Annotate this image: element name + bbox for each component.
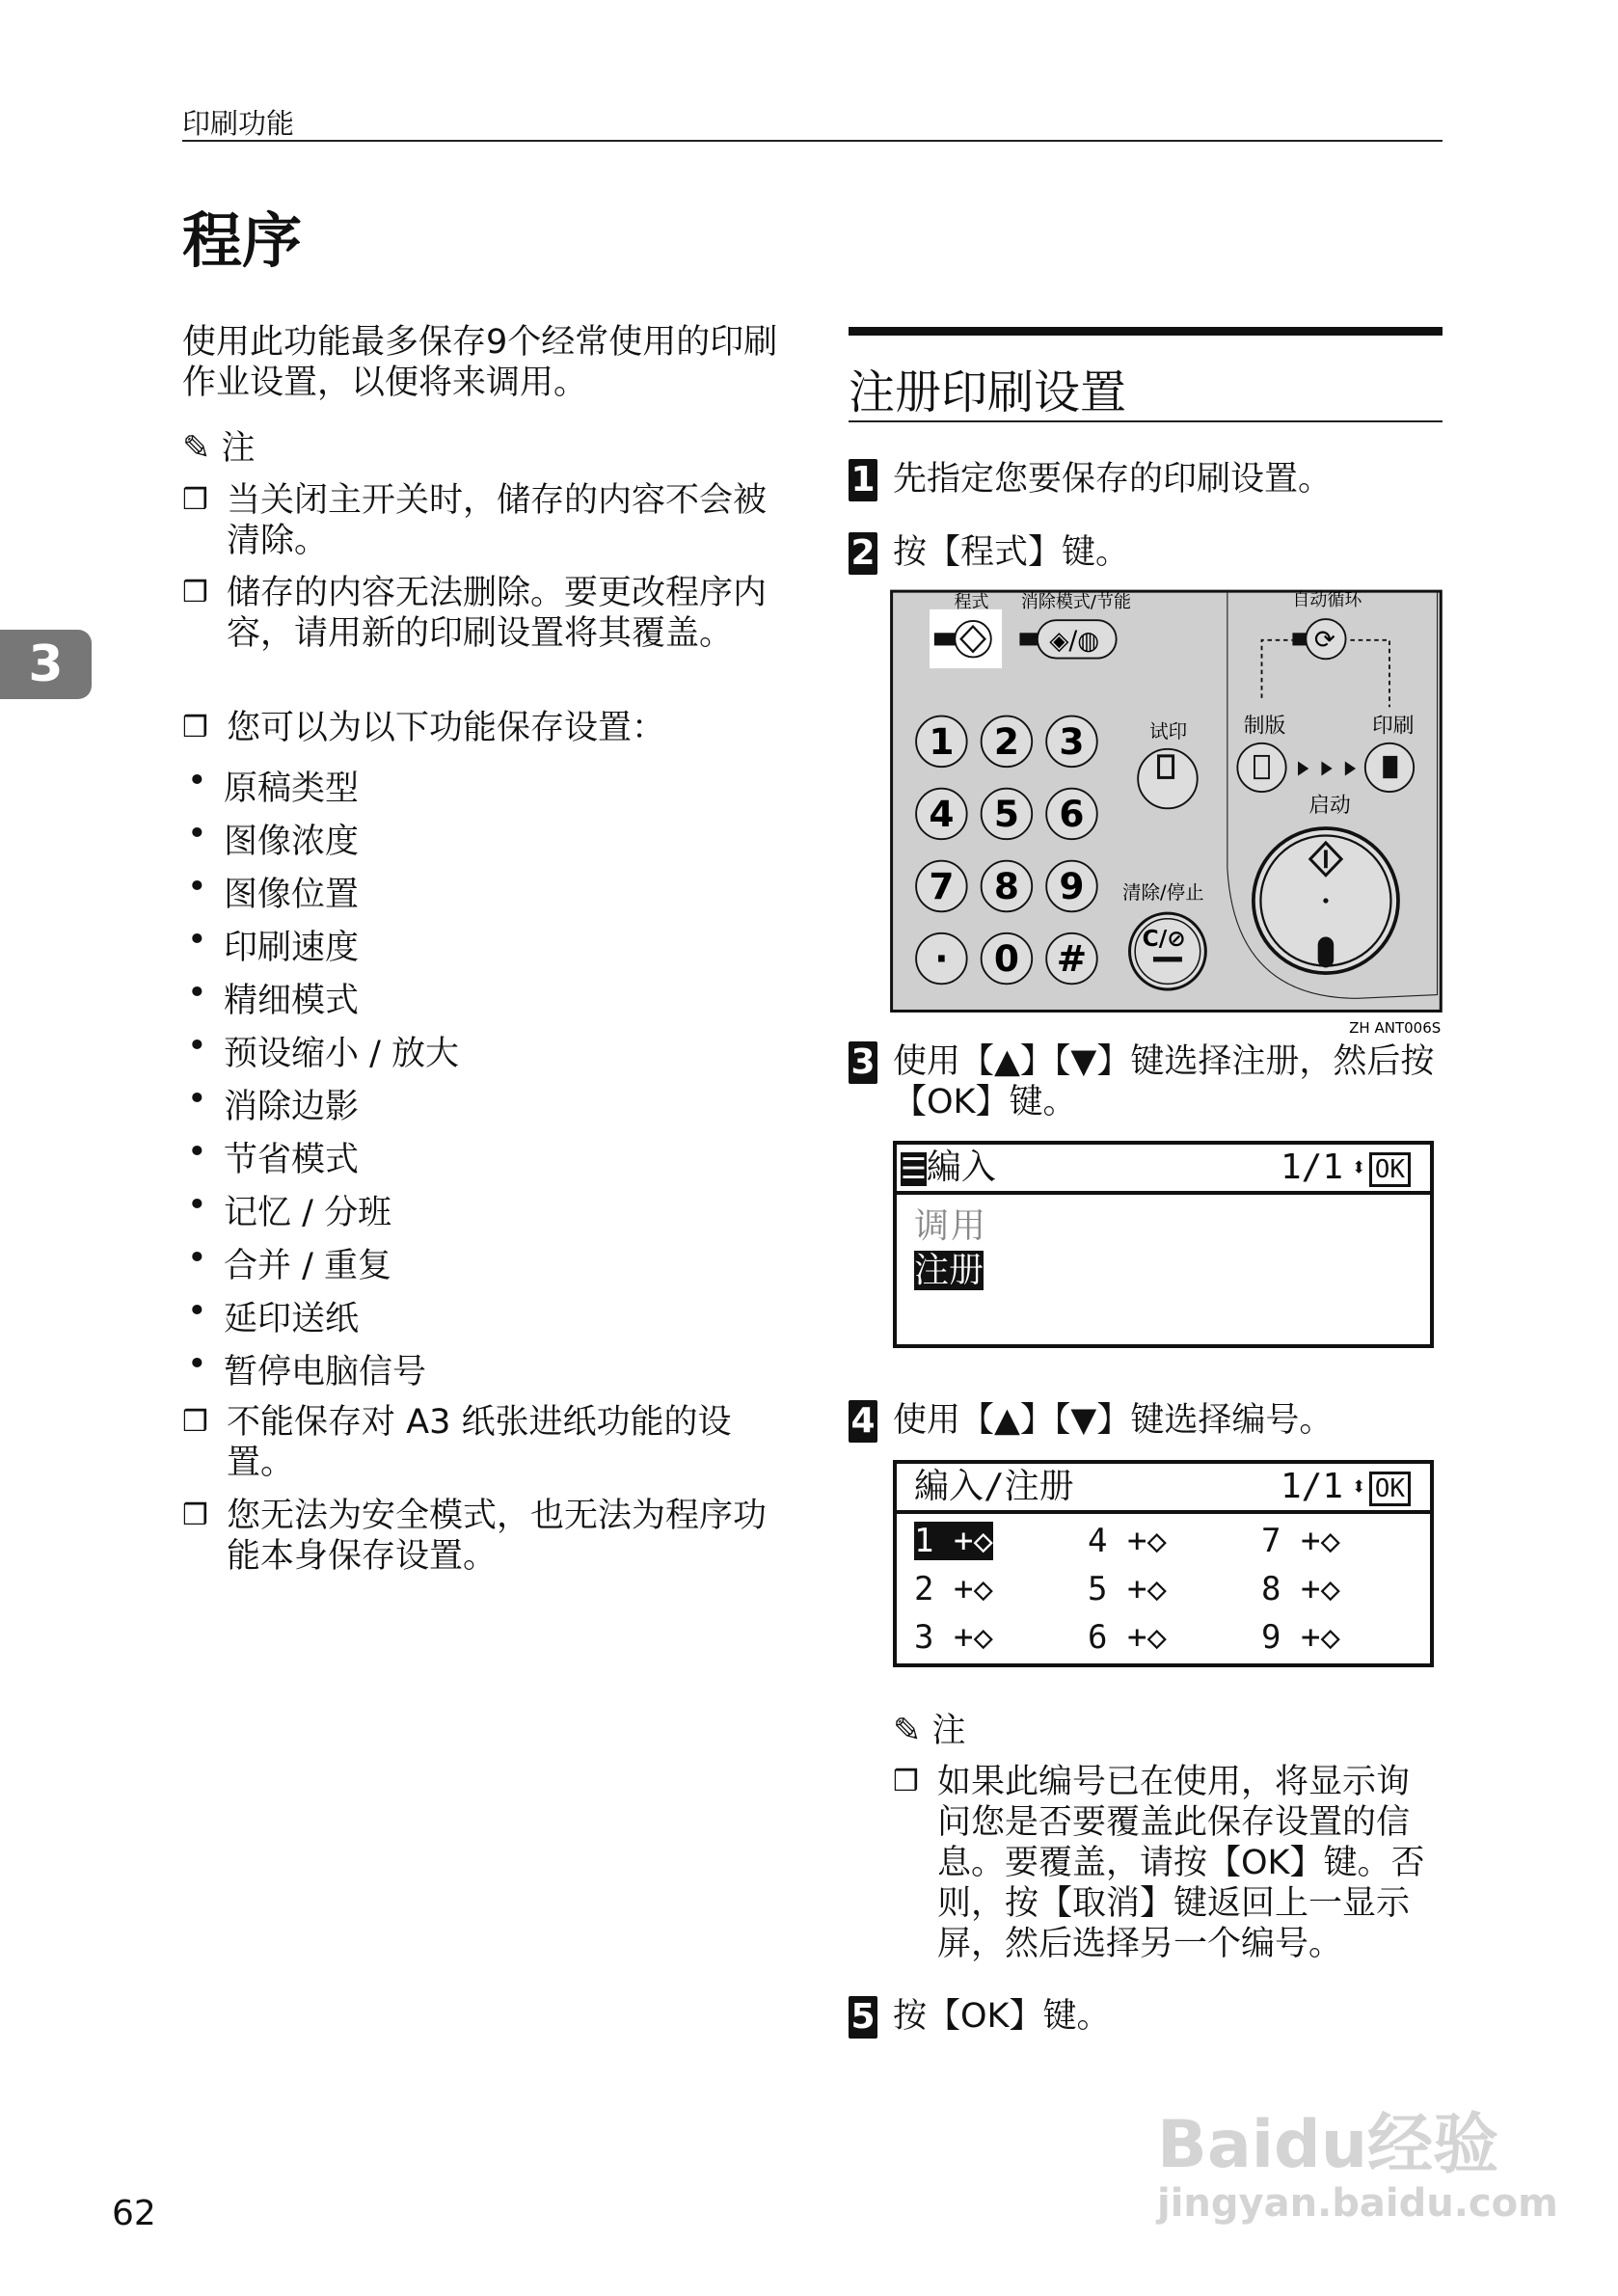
keypad-key-label: · <box>934 937 949 981</box>
program-slot[interactable]: 6 +◇ <box>1088 1618 1167 1657</box>
program-slot[interactable]: 2 +◇ <box>914 1570 993 1608</box>
keypad-key-label: 1 <box>929 720 955 764</box>
keypad-key-label: 7 <box>929 865 955 908</box>
bullet-icon: • <box>187 1186 207 1225</box>
program-slot-icon: +◇ <box>953 1570 993 1608</box>
lcd-menu-list <box>914 1204 1430 1293</box>
function-list-item: • 消除边影 <box>187 1080 360 1126</box>
note-label: 注 <box>221 429 256 468</box>
program-slot-icon: +◇ <box>1126 1570 1167 1608</box>
program-slot-icon: +◇ <box>1126 1618 1167 1657</box>
lcd-title: 編入 <box>926 1148 996 1187</box>
ok-indicator: OK <box>1369 1472 1411 1506</box>
figure-caption: ZH ANT006S <box>1349 1018 1442 1037</box>
lcd-header <box>897 1145 1430 1195</box>
checkbox-icon: ❒ <box>182 1405 208 1439</box>
lcd-page: 1/1 <box>1280 1148 1343 1187</box>
section-bar <box>849 327 1443 336</box>
program-slot[interactable]: 8 +◇ <box>1261 1570 1340 1608</box>
function-list-item: • 预设缩小 / 放大 <box>187 1027 460 1073</box>
pencil-icon: ✎ <box>893 1712 922 1750</box>
note-item: ❒ 您无法为安全模式，也无法为程序功能本身保存设置。 <box>182 1497 768 1576</box>
menu-icon: ☰ <box>901 1152 927 1186</box>
function-list-item: • 合并 / 重复 <box>187 1239 392 1285</box>
bullet-icon: • <box>187 1080 207 1119</box>
keypad-key-label: 0 <box>993 937 1019 981</box>
bullet-icon: • <box>187 1133 207 1172</box>
step-5: 5 按【OK】键。 <box>849 1996 1446 2039</box>
control-panel-illustration <box>887 579 1446 1041</box>
function-list-item: • 图像浓度 <box>187 815 360 861</box>
note-item: ❒ 储存的内容无法删除。要更改程序内容，请用新的印刷设置将其覆盖。 <box>182 574 768 653</box>
running-header: 印刷功能 <box>182 107 295 140</box>
program-slot-icon: +◇ <box>1300 1522 1340 1560</box>
up-down-arrow-icon: ⬍ <box>1351 1153 1366 1182</box>
page-number: 62 <box>112 2194 156 2233</box>
keypad-key-label: 9 <box>1059 865 1085 908</box>
note-item: ❒ 当关闭主开关时，储存的内容不会被清除。 <box>182 481 768 560</box>
master-label: 制版 <box>1243 714 1286 739</box>
bullet-icon: • <box>187 1239 207 1278</box>
note-item: ❒ 您可以为以下功能保存设置： <box>182 709 666 747</box>
clear-modes-key-label: 消除模式/节能 <box>1020 592 1132 613</box>
lcd-screen-menu <box>893 1141 1434 1348</box>
clear-stop-label: 清除/停止 <box>1122 881 1204 905</box>
program-key-label: 程式 <box>954 592 989 613</box>
keypad-key-label: 5 <box>993 793 1019 836</box>
function-list-item: • 精细模式 <box>187 974 360 1020</box>
function-list-item: • 节省模式 <box>187 1133 360 1179</box>
program-slot-icon: +◇ <box>1300 1618 1340 1657</box>
up-down-arrow-icon: ⬍ <box>1351 1472 1366 1501</box>
step-3: 3 使用【▲】【▼】键选择注册，然后按【OK】键。 <box>849 1041 1446 1084</box>
section-title: 注册印刷设置 <box>849 365 1127 419</box>
function-list-item: • 原稿类型 <box>187 762 360 808</box>
clear-stop-icon: C/⊘ <box>1142 925 1186 952</box>
cycle-icon: ⟳ <box>1313 626 1335 656</box>
function-list-item: • 图像位置 <box>187 868 360 914</box>
program-slot[interactable]: 5 +◇ <box>1088 1570 1167 1608</box>
bullet-icon: • <box>187 1027 207 1066</box>
watermark-logo: Baidu经验 <box>1157 2107 1499 2183</box>
program-slot[interactable]: 3 +◇ <box>914 1618 993 1657</box>
keypad-key-label: 3 <box>1059 720 1085 764</box>
keypad-key-label: 4 <box>929 793 955 836</box>
function-list-item: • 暂停电脑信号 <box>187 1345 427 1391</box>
program-slot-icon: +◇ <box>1300 1570 1340 1608</box>
checkbox-icon: ❒ <box>182 576 208 609</box>
bullet-icon: • <box>187 921 207 959</box>
ok-indicator: OK <box>1369 1152 1411 1187</box>
step-1: 1 先指定您要保存的印刷设置。 <box>849 459 1446 501</box>
checkbox-icon: ❒ <box>182 483 208 517</box>
bullet-icon: • <box>187 1292 207 1331</box>
keypad-key-label: 2 <box>993 720 1019 764</box>
step-2: 2 按【程式】键。 <box>849 532 1446 575</box>
print-icon <box>1383 756 1397 778</box>
bullet-icon: • <box>187 868 207 906</box>
keypad-key-label: 8 <box>993 865 1019 908</box>
lcd-item-register[interactable]: 注册 <box>914 1251 984 1290</box>
proof-label: 试印 <box>1149 720 1188 743</box>
start-label: 启动 <box>1308 794 1351 819</box>
note-heading-right: ✎ 注 <box>893 1712 966 1750</box>
note-item: ❒ 不能保存对 A3 纸张进纸功能的设置。 <box>182 1403 732 1482</box>
bullet-icon: • <box>187 1345 207 1384</box>
checkbox-icon: ❒ <box>182 711 208 744</box>
checkbox-icon: ❒ <box>893 1765 919 1798</box>
checkbox-icon: ❒ <box>182 1499 208 1532</box>
program-slot[interactable]: 7 +◇ <box>1261 1522 1340 1560</box>
header-rule <box>182 140 1443 142</box>
function-list-item: • 延印送纸 <box>187 1292 360 1338</box>
watermark-url: jingyan.baidu.com <box>1157 2181 1558 2226</box>
master-key[interactable] <box>1237 743 1285 792</box>
intro-text: 使用此功能最多保存9个经常使用的印刷作业设置，以便将来调用。 <box>182 323 778 402</box>
bullet-icon: • <box>187 974 207 1013</box>
auto-cycle-label: 自动循环 <box>1292 590 1362 611</box>
bullet-icon: • <box>187 815 207 853</box>
step-4: 4 使用【▲】【▼】键选择编号。 <box>849 1400 1446 1443</box>
function-list-item: • 记忆 / 分班 <box>187 1186 392 1232</box>
function-list-item: • 印刷速度 <box>187 921 360 967</box>
keypad-key-label: 6 <box>1059 793 1085 836</box>
bullet-icon: • <box>187 762 207 800</box>
note-item: ❒ 如果此编号已在使用，将显示询问您是否要覆盖此保存设置的信息。要覆盖，请按【OK】键。否则，按【取消】键返回上一显示屏，然后选择另一个编号。 <box>893 1763 1425 1963</box>
lcd-title: 編入/注册 <box>914 1467 1074 1506</box>
program-slot-icon: +◇ <box>953 1522 993 1560</box>
clear-modes-icon: ◈/◍ <box>1049 627 1100 657</box>
print-label: 印刷 <box>1371 714 1415 739</box>
page-title: 程序 <box>182 205 303 276</box>
section-rule <box>849 420 1443 422</box>
lcd-screen-slots <box>893 1460 1434 1667</box>
keypad-key-label: # <box>1056 937 1088 981</box>
program-slot[interactable]: 1 +◇ <box>914 1522 993 1560</box>
pencil-icon: ✎ <box>182 429 211 468</box>
program-slot[interactable]: 4 +◇ <box>1088 1522 1167 1560</box>
lcd-page: 1/1 <box>1280 1467 1343 1506</box>
note-heading <box>182 428 780 469</box>
program-slot[interactable]: 9 +◇ <box>1261 1618 1340 1657</box>
lcd-item-recall[interactable]: 调用 <box>914 1206 988 1246</box>
lcd-header <box>897 1464 1430 1514</box>
program-slot-icon: +◇ <box>1126 1522 1167 1560</box>
chapter-tab: 3 <box>0 630 92 699</box>
program-slot-icon: +◇ <box>953 1618 993 1657</box>
